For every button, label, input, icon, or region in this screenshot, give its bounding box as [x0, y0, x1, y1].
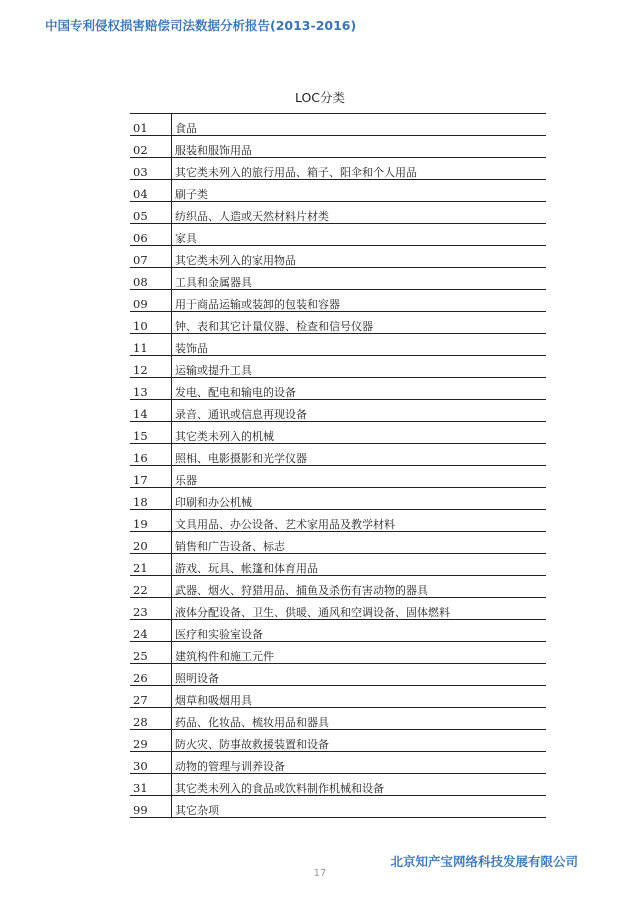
table-row — [130, 752, 546, 774]
table-row — [130, 158, 546, 180]
loc-code-cell: 08 — [130, 268, 172, 290]
loc-code-cell: 31 — [130, 774, 172, 796]
table-row — [130, 708, 546, 730]
loc-name-cell: 烟草和吸烟用具 — [172, 686, 547, 708]
loc-code-cell: 04 — [130, 180, 172, 202]
loc-name-cell: 其它类未列入的食品或饮料制作机械和设备 — [172, 774, 547, 796]
page-number: 17 — [313, 868, 327, 879]
table-row — [130, 422, 546, 444]
loc-name-cell: 乐器 — [172, 466, 547, 488]
loc-name-cell: 建筑构件和施工元件 — [172, 642, 547, 664]
table-row — [130, 334, 546, 356]
loc-name-cell: 其它类未列入的家用物品 — [172, 246, 547, 268]
loc-code-cell: 28 — [130, 708, 172, 730]
loc-name-cell: 照明设备 — [172, 664, 547, 686]
loc-name-cell: 运输或提升工具 — [172, 356, 547, 378]
loc-code-cell: 21 — [130, 554, 172, 576]
loc-code-cell: 24 — [130, 620, 172, 642]
loc-name-cell: 医疗和实验室设备 — [172, 620, 547, 642]
table-row — [130, 510, 546, 532]
loc-code-cell: 19 — [130, 510, 172, 532]
loc-code-cell: 30 — [130, 752, 172, 774]
loc-code-cell: 22 — [130, 576, 172, 598]
table-row — [130, 114, 546, 136]
loc-name-cell: 销售和广告设备、标志 — [172, 532, 547, 554]
loc-code-cell: 06 — [130, 224, 172, 246]
loc-code-cell: 03 — [130, 158, 172, 180]
table-row — [130, 598, 546, 620]
loc-code-cell: 17 — [130, 466, 172, 488]
table-row — [130, 290, 546, 312]
loc-name-cell: 装饰品 — [172, 334, 547, 356]
loc-code-cell: 99 — [130, 796, 172, 818]
loc-code-cell: 27 — [130, 686, 172, 708]
table-row — [130, 444, 546, 466]
loc-name-cell: 其它杂项 — [172, 796, 547, 818]
loc-code-cell: 26 — [130, 664, 172, 686]
loc-name-cell: 用于商品运输或装卸的包装和容器 — [172, 290, 547, 312]
loc-name-cell: 服装和服饰用品 — [172, 136, 547, 158]
loc-name-cell: 工具和金属器具 — [172, 268, 547, 290]
table-row — [130, 730, 546, 752]
loc-name-cell: 录音、通讯或信息再现设备 — [172, 400, 547, 422]
loc-name-cell: 纺织品、人造或天然材料片材类 — [172, 202, 547, 224]
loc-name-cell: 其它类未列入的旅行用品、箱子、阳伞和个人用品 — [172, 158, 547, 180]
table-row — [130, 642, 546, 664]
table-row — [130, 620, 546, 642]
table-row — [130, 488, 546, 510]
loc-name-cell: 防火灾、防事故救援装置和设备 — [172, 730, 547, 752]
loc-name-cell: 钟、表和其它计量仪器、检查和信号仪器 — [172, 312, 547, 334]
loc-code-cell: 20 — [130, 532, 172, 554]
loc-code-cell: 12 — [130, 356, 172, 378]
loc-code-cell: 05 — [130, 202, 172, 224]
loc-code-cell: 16 — [130, 444, 172, 466]
table-row — [130, 796, 546, 818]
loc-code-cell: 11 — [130, 334, 172, 356]
loc-name-cell: 刷子类 — [172, 180, 547, 202]
loc-name-cell: 药品、化妆品、梳妆用品和器具 — [172, 708, 547, 730]
loc-name-cell: 家具 — [172, 224, 547, 246]
loc-code-cell: 18 — [130, 488, 172, 510]
loc-code-cell: 09 — [130, 290, 172, 312]
table-row — [130, 312, 546, 334]
table-row — [130, 532, 546, 554]
loc-name-cell: 照相、电影摄影和光学仪器 — [172, 444, 547, 466]
table-row — [130, 224, 546, 246]
loc-code-cell: 07 — [130, 246, 172, 268]
loc-code-cell: 15 — [130, 422, 172, 444]
loc-name-cell: 武器、烟火、狩猎用品、捕鱼及杀伤有害动物的器具 — [172, 576, 547, 598]
table-row — [130, 774, 546, 796]
loc-name-cell: 食品 — [172, 114, 547, 136]
loc-name-cell: 液体分配设备、卫生、供暖、通风和空调设备、固体燃料 — [172, 598, 547, 620]
table-row — [130, 268, 546, 290]
table-body — [130, 114, 546, 818]
loc-code-cell: 25 — [130, 642, 172, 664]
table-title: LOC分类 — [294, 90, 346, 105]
table-row — [130, 246, 546, 268]
table-row — [130, 180, 546, 202]
loc-name-cell: 发电、配电和输电的设备 — [172, 378, 547, 400]
table-row — [130, 378, 546, 400]
footer-company-name: 北京知产宝网络科技发展有限公司 — [390, 854, 578, 869]
table-row — [130, 202, 546, 224]
table-row — [130, 466, 546, 488]
loc-name-cell: 印刷和办公机械 — [172, 488, 547, 510]
loc-name-cell: 文具用品、办公设备、艺术家用品及教学材料 — [172, 510, 547, 532]
table-row — [130, 686, 546, 708]
table-row — [130, 400, 546, 422]
table-row — [130, 356, 546, 378]
table-row — [130, 136, 546, 158]
loc-code-cell: 29 — [130, 730, 172, 752]
report-header-title: 中国专利侵权损害赔偿司法数据分析报告(2013-2016) — [45, 18, 357, 33]
loc-code-cell: 13 — [130, 378, 172, 400]
loc-name-cell: 动物的管理与训养设备 — [172, 752, 547, 774]
loc-code-cell: 02 — [130, 136, 172, 158]
table-row — [130, 664, 546, 686]
loc-code-cell: 14 — [130, 400, 172, 422]
loc-code-cell: 01 — [130, 114, 172, 136]
loc-code-cell: 10 — [130, 312, 172, 334]
loc-code-cell: 23 — [130, 598, 172, 620]
loc-name-cell: 游戏、玩具、帐篷和体育用品 — [172, 554, 547, 576]
loc-classification-table — [130, 113, 546, 818]
loc-name-cell: 其它类未列入的机械 — [172, 422, 547, 444]
table-row — [130, 576, 546, 598]
table-row — [130, 554, 546, 576]
